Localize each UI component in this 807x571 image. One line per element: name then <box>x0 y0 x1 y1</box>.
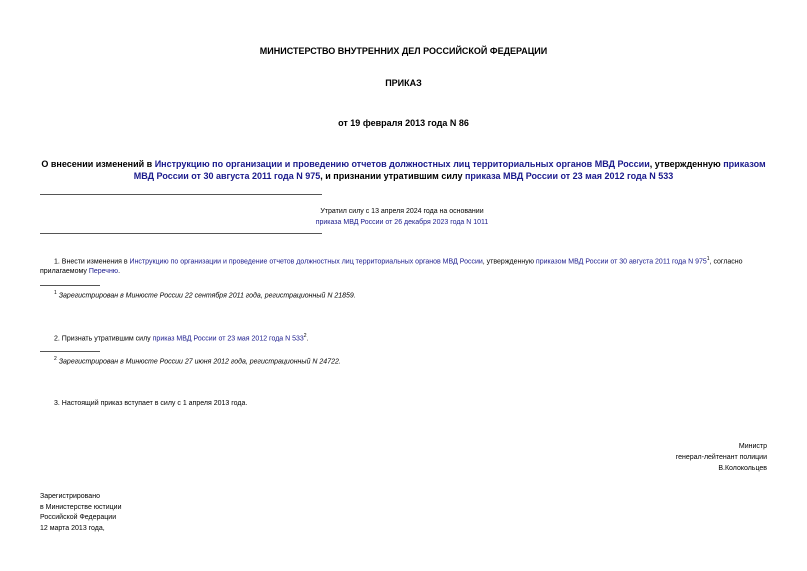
status-note-text: Утратил силу с 13 апреля 2024 года на основании <box>320 208 484 215</box>
title-link-order-975-a[interactable]: приказом <box>723 159 766 169</box>
item-3: 3. Настоящий приказ вступает в силу с 1 апреля 2013 года. <box>54 400 248 407</box>
item-1-line-1 <box>54 256 770 265</box>
title-text-1: О внесении изменений в <box>41 159 155 169</box>
registration-line-2: в Министерстве юстиции <box>40 503 122 511</box>
divider-bottom <box>40 233 322 234</box>
footnote-1-rule <box>40 285 100 286</box>
registration-block <box>40 492 121 534</box>
footnote-1-text: Зарегистрирован в Минюсте России 22 сентября 2011 года, регистрационный N 21859. <box>58 292 356 300</box>
item-1-link-order-975[interactable]: приказом МВД России от 30 августа 2011 года N 975 <box>535 258 707 266</box>
title-line-2 <box>0 170 807 182</box>
title-link-instruction[interactable]: Инструкцию по организации и проведению отчетов должностных лиц территориальных органов МВД России <box>154 159 650 169</box>
item-1-line-2 <box>40 268 120 275</box>
footnote-1-mark: 1 <box>54 290 57 296</box>
registration-line-1: Зарегистрировано <box>40 493 100 500</box>
status-note-link[interactable]: приказа МВД России от 26 декабря 2023 года N 1011 <box>315 219 489 226</box>
divider-top <box>40 194 322 195</box>
ministry-heading: МИНИСТЕРСТВО ВНУТРЕННИХ ДЕЛ РОССИЙСКОЙ ФЕДЕРАЦИИ <box>259 46 548 56</box>
item-1-link-list[interactable]: Перечню <box>88 268 119 275</box>
title-line-1 <box>0 158 807 170</box>
signature-title: Министр <box>738 443 767 450</box>
title-text-3: , и признании утратившим силу <box>320 171 465 181</box>
item-2-prefix: 2. Признать утратившим силу <box>54 335 153 343</box>
item-2 <box>54 333 309 342</box>
item-2-suffix: . <box>306 335 309 343</box>
item-1-link-instruction[interactable]: Инструкцию по организации и проведение отчетов должностных лиц территориальных органов МВД России <box>129 258 483 266</box>
status-note <box>292 206 512 228</box>
title-link-order-533[interactable]: приказа МВД России от 23 мая 2012 года N 533 <box>465 171 674 181</box>
registration-line-3: Российской Федерации <box>40 514 117 521</box>
document-type: ПРИКАЗ <box>385 78 422 88</box>
title-link-order-975-b[interactable]: МВД России от 30 августа 2011 года N 975 <box>133 171 321 181</box>
document-date-number: от 19 февраля 2013 года N 86 <box>338 118 469 128</box>
registration-line-4: 12 марта 2013 года, <box>40 524 105 532</box>
item-1-prefix: 1. Внести изменения в <box>54 258 130 266</box>
signature-block <box>676 441 767 474</box>
footnote-2-mark: 2 <box>54 356 57 362</box>
footnote-2-rule <box>40 351 100 352</box>
footnote-1 <box>54 290 356 299</box>
title-text-2: , утвержденную <box>649 159 724 169</box>
footnote-2 <box>54 356 341 365</box>
item-1-footnote-ref[interactable]: 1 <box>706 256 710 262</box>
item-1-line2-prefix: прилагаемому <box>40 268 89 275</box>
item-1-mid: , утвержденную <box>482 258 536 266</box>
item-2-footnote-ref[interactable]: 2 <box>303 333 307 339</box>
footnote-2-text: Зарегистрирован в Минюсте России 27 июня 2012 года, регистрационный N 24722. <box>58 358 341 366</box>
signature-rank: генерал-лейтенант полиции <box>675 454 767 461</box>
signature-name: В.Колокольцев <box>718 465 767 472</box>
document-title <box>0 158 807 182</box>
item-1-line2-suffix: . <box>118 268 121 275</box>
item-2-link-order-533[interactable]: приказ МВД России от 23 мая 2012 года N 533 <box>152 335 304 343</box>
item-1-suffix: , согласно <box>709 258 743 266</box>
